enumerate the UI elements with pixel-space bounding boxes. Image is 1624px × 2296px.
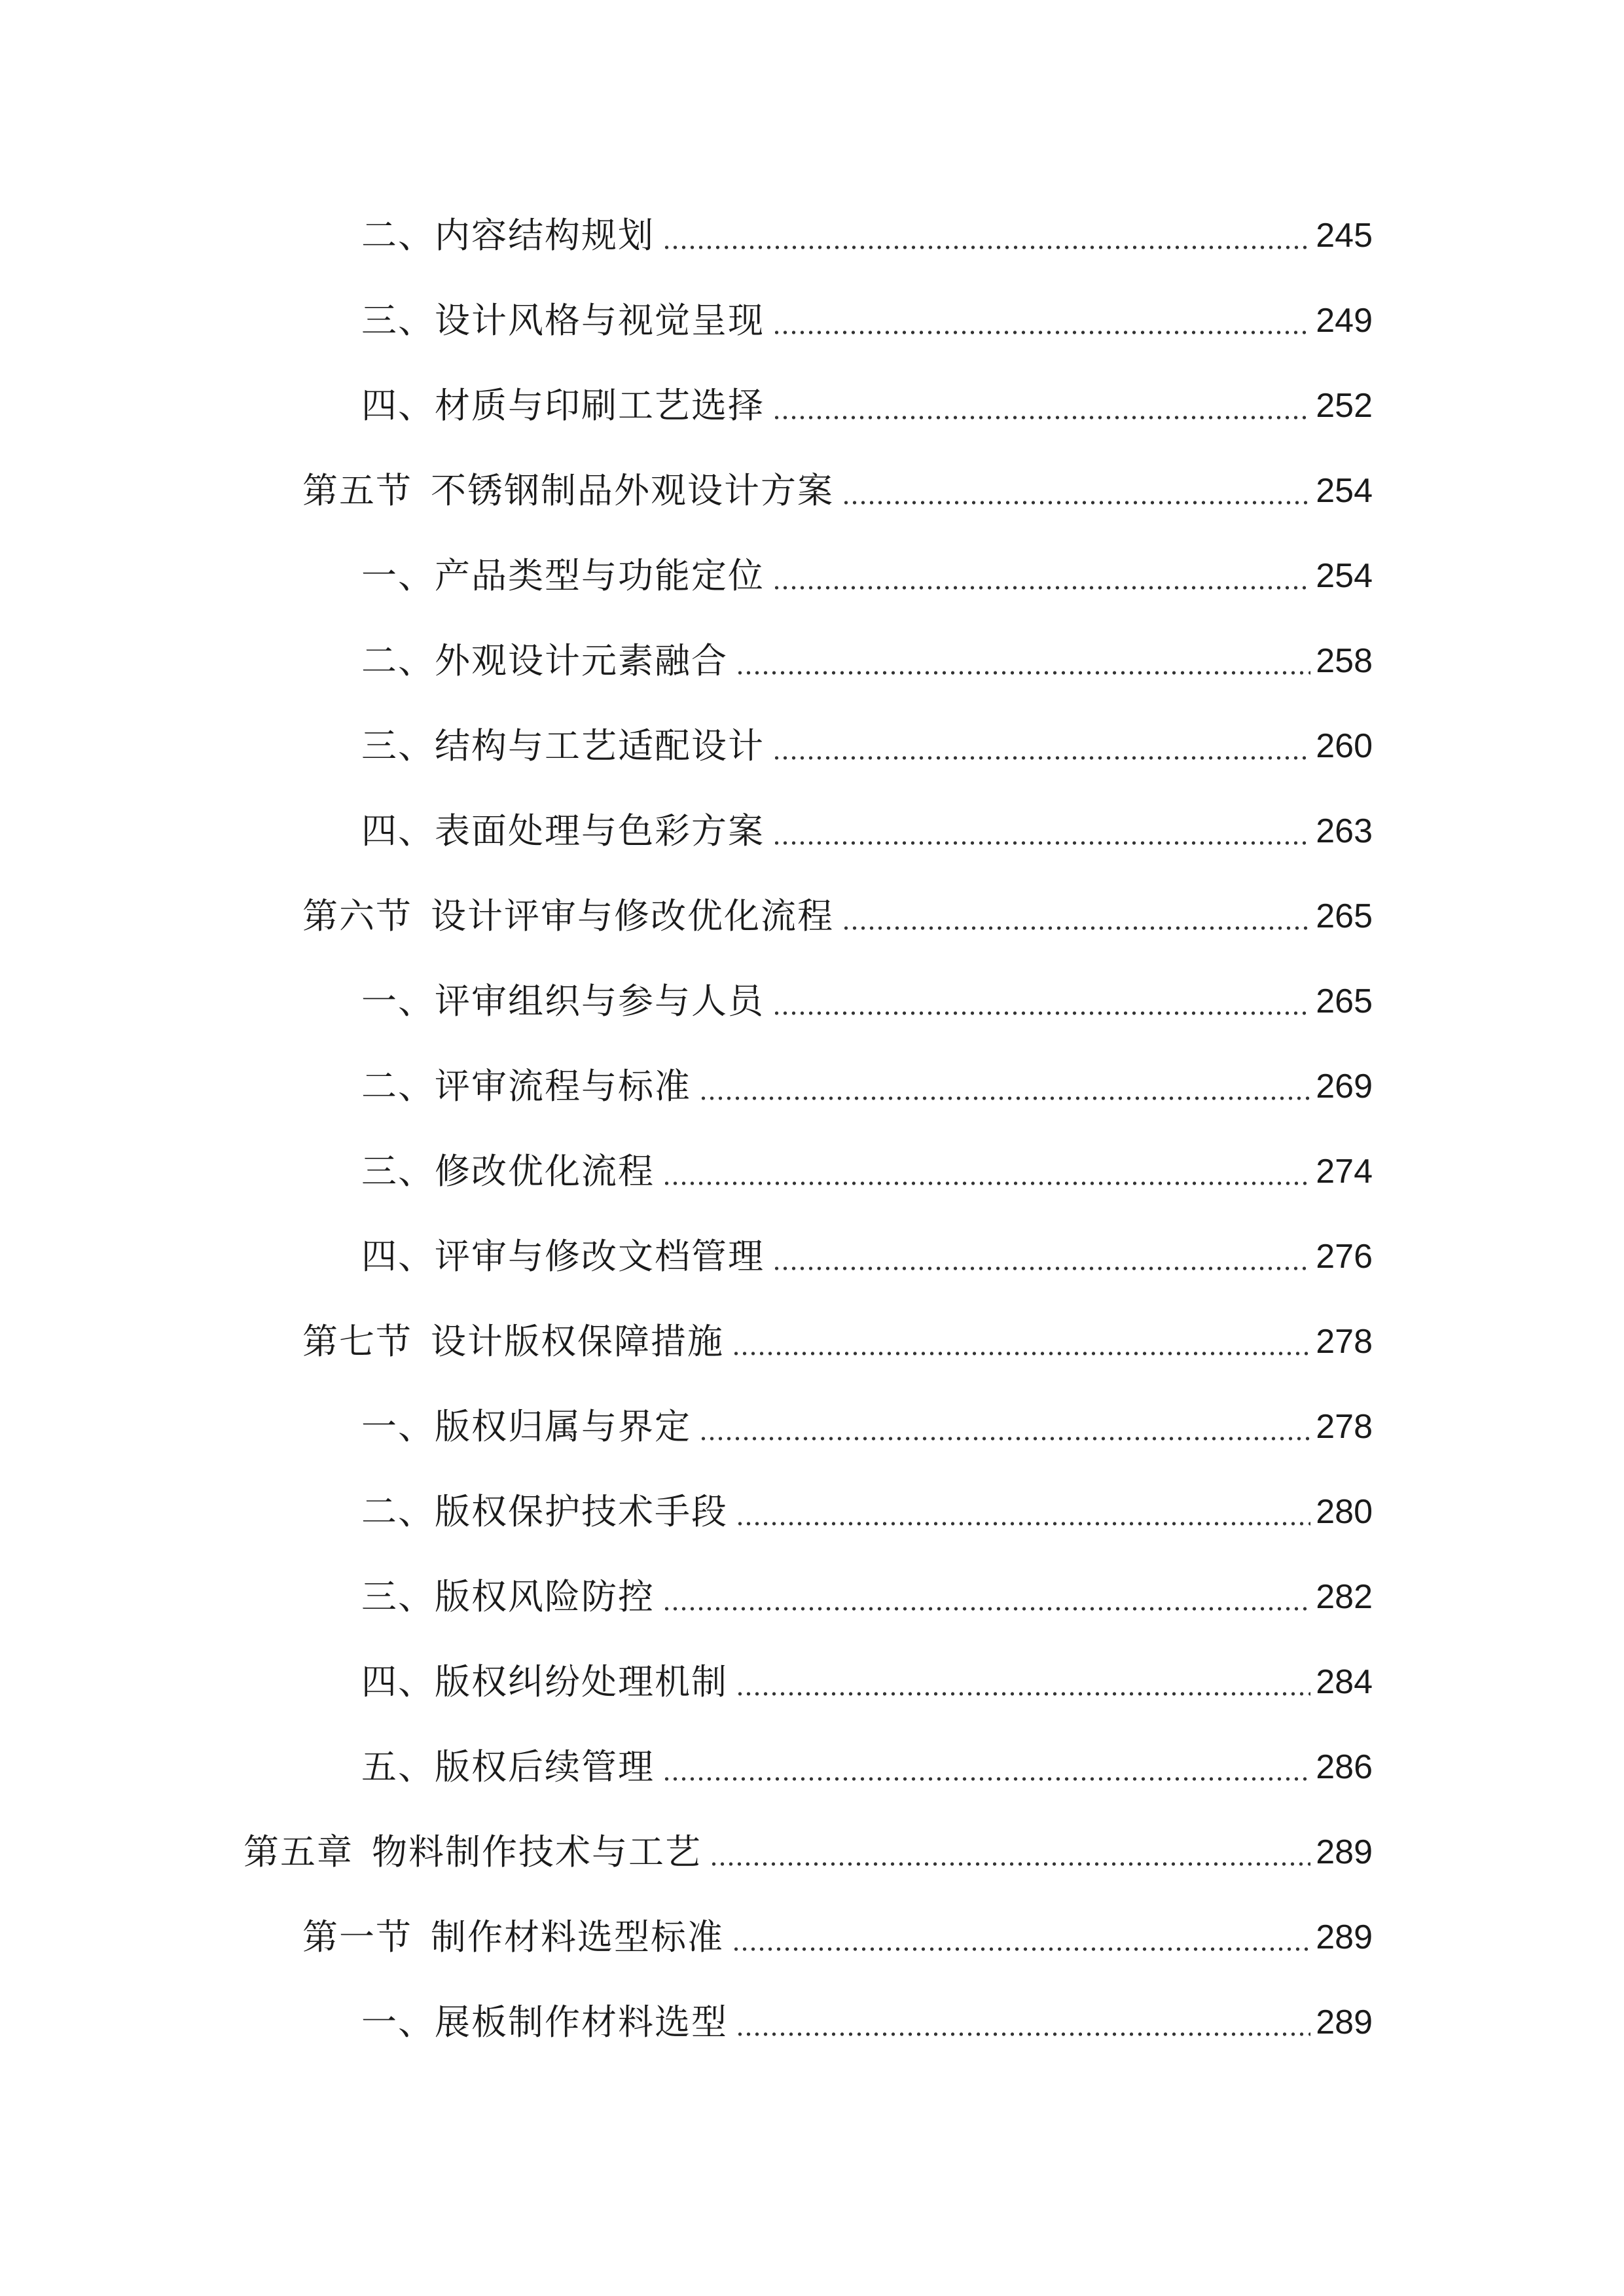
toc-page-number: 289 (1316, 1833, 1373, 1871)
toc-page-number: 289 (1316, 2003, 1373, 2041)
toc-entry-title: 五、版权后续管理 (361, 1746, 655, 1787)
dot-leader (842, 501, 1310, 505)
toc-entry-title: 三、结构与工艺适配设计 (361, 725, 765, 766)
toc-entry[interactable] (0, 1054, 1624, 1119)
toc-entry[interactable] (0, 628, 1624, 694)
dot-leader (732, 1352, 1310, 1355)
toc-page-number: 260 (1316, 727, 1373, 765)
toc-page-number: 265 (1316, 897, 1373, 935)
dot-leader (699, 1437, 1310, 1441)
toc-entry[interactable] (0, 969, 1624, 1034)
toc-entry-title: 四、评审与修改文档管理 (361, 1236, 765, 1277)
dot-leader (736, 1692, 1310, 1696)
toc-entry[interactable] (0, 884, 1624, 949)
toc-page-number: 265 (1316, 982, 1373, 1020)
toc-entry[interactable] (0, 713, 1624, 779)
dot-leader (772, 416, 1310, 420)
toc-entry[interactable] (0, 1734, 1624, 1800)
toc-entry-prefix: 第一节 (302, 1916, 412, 1958)
dot-leader (710, 1862, 1310, 1866)
toc-entry[interactable] (0, 288, 1624, 353)
toc-entry-title: 三、版权风险防控 (361, 1576, 655, 1617)
toc-entry-title: 四、版权纠纷处理机制 (361, 1661, 728, 1702)
toc-entry-prefix: 第五章 (244, 1831, 353, 1873)
toc-entry-title: 第五章 物料制作技术与工艺 (244, 1831, 702, 1873)
dot-leader (732, 1947, 1310, 1951)
dot-leader (699, 1096, 1310, 1100)
toc-entry[interactable] (0, 1564, 1624, 1630)
toc-page-number: 249 (1316, 302, 1373, 340)
dot-leader (662, 1777, 1310, 1781)
toc-entry-title: 第五节 不锈钢制品外观设计方案 (302, 470, 834, 511)
toc-entry[interactable] (0, 1479, 1624, 1545)
toc-entry[interactable] (0, 458, 1624, 524)
toc-entry[interactable] (0, 373, 1624, 439)
toc-entry[interactable] (0, 1820, 1624, 1885)
dot-leader (772, 756, 1310, 760)
toc-entry[interactable] (0, 1394, 1624, 1460)
toc-page-number: 278 (1316, 1323, 1373, 1361)
dot-leader (772, 586, 1310, 590)
toc-entry-title: 第一节 制作材料选型标准 (302, 1916, 724, 1958)
dot-leader (736, 671, 1310, 675)
toc-entry-title: 二、版权保护技术手段 (361, 1491, 728, 1532)
toc-page-number: 274 (1316, 1153, 1373, 1191)
toc-entry[interactable] (0, 203, 1624, 268)
toc-entry[interactable] (0, 798, 1624, 864)
toc-entry-title: 三、设计风格与视觉呈现 (361, 300, 765, 341)
toc-page-number: 269 (1316, 1067, 1373, 1105)
toc-entry[interactable] (0, 1649, 1624, 1715)
toc-entry[interactable] (0, 543, 1624, 609)
toc-entry-title: 二、评审流程与标准 (361, 1066, 691, 1107)
toc-page-number: 245 (1316, 217, 1373, 255)
toc-entry-title: 二、内容结构规划 (361, 215, 655, 256)
toc-entry-title: 一、版权归属与界定 (361, 1406, 691, 1447)
toc-page-number: 289 (1316, 1918, 1373, 1956)
toc-page-number: 278 (1316, 1408, 1373, 1446)
dot-leader (772, 841, 1310, 845)
dot-leader (736, 1522, 1310, 1526)
toc-entry-title: 第七节 设计版权保障措施 (302, 1321, 724, 1362)
toc-entry-title: 二、外观设计元素融合 (361, 640, 728, 681)
toc-entry[interactable] (0, 1309, 1624, 1374)
toc-entry-prefix: 第六节 (302, 895, 412, 937)
toc-entry-title: 三、修改优化流程 (361, 1151, 655, 1192)
toc-entry-title: 一、评审组织与参与人员 (361, 980, 765, 1022)
dot-leader (662, 245, 1310, 249)
dot-leader (662, 1607, 1310, 1611)
toc-entry[interactable] (0, 1905, 1624, 1970)
toc-page-number: 280 (1316, 1493, 1373, 1531)
toc-entry-prefix: 第七节 (302, 1321, 412, 1362)
toc-entry-prefix: 第五节 (302, 470, 412, 511)
toc-entry-title: 四、材质与印刷工艺选择 (361, 385, 765, 426)
toc-page-number: 254 (1316, 557, 1373, 595)
toc-page-number: 282 (1316, 1578, 1373, 1616)
toc-entry-title: 第六节 设计评审与修改优化流程 (302, 895, 834, 937)
dot-leader (772, 331, 1310, 334)
toc-page-number: 286 (1316, 1748, 1373, 1786)
toc-page-number: 263 (1316, 812, 1373, 850)
toc-page-number: 276 (1316, 1238, 1373, 1276)
toc-page-number: 284 (1316, 1663, 1373, 1701)
toc-entry-title: 四、表面处理与色彩方案 (361, 810, 765, 852)
dot-leader (772, 1266, 1310, 1270)
dot-leader (736, 2032, 1310, 2036)
dot-leader (662, 1181, 1310, 1185)
toc-entry[interactable] (0, 1990, 1624, 2055)
toc-entry[interactable] (0, 1139, 1624, 1204)
toc-page-number: 258 (1316, 642, 1373, 680)
toc-entry-title: 一、展板制作材料选型 (361, 2001, 728, 2043)
dot-leader (842, 926, 1310, 930)
toc-entry-title: 一、产品类型与功能定位 (361, 555, 765, 596)
toc-entry[interactable] (0, 1224, 1624, 1289)
toc-page-number: 254 (1316, 472, 1373, 510)
toc-page-number: 252 (1316, 387, 1373, 425)
dot-leader (772, 1011, 1310, 1015)
